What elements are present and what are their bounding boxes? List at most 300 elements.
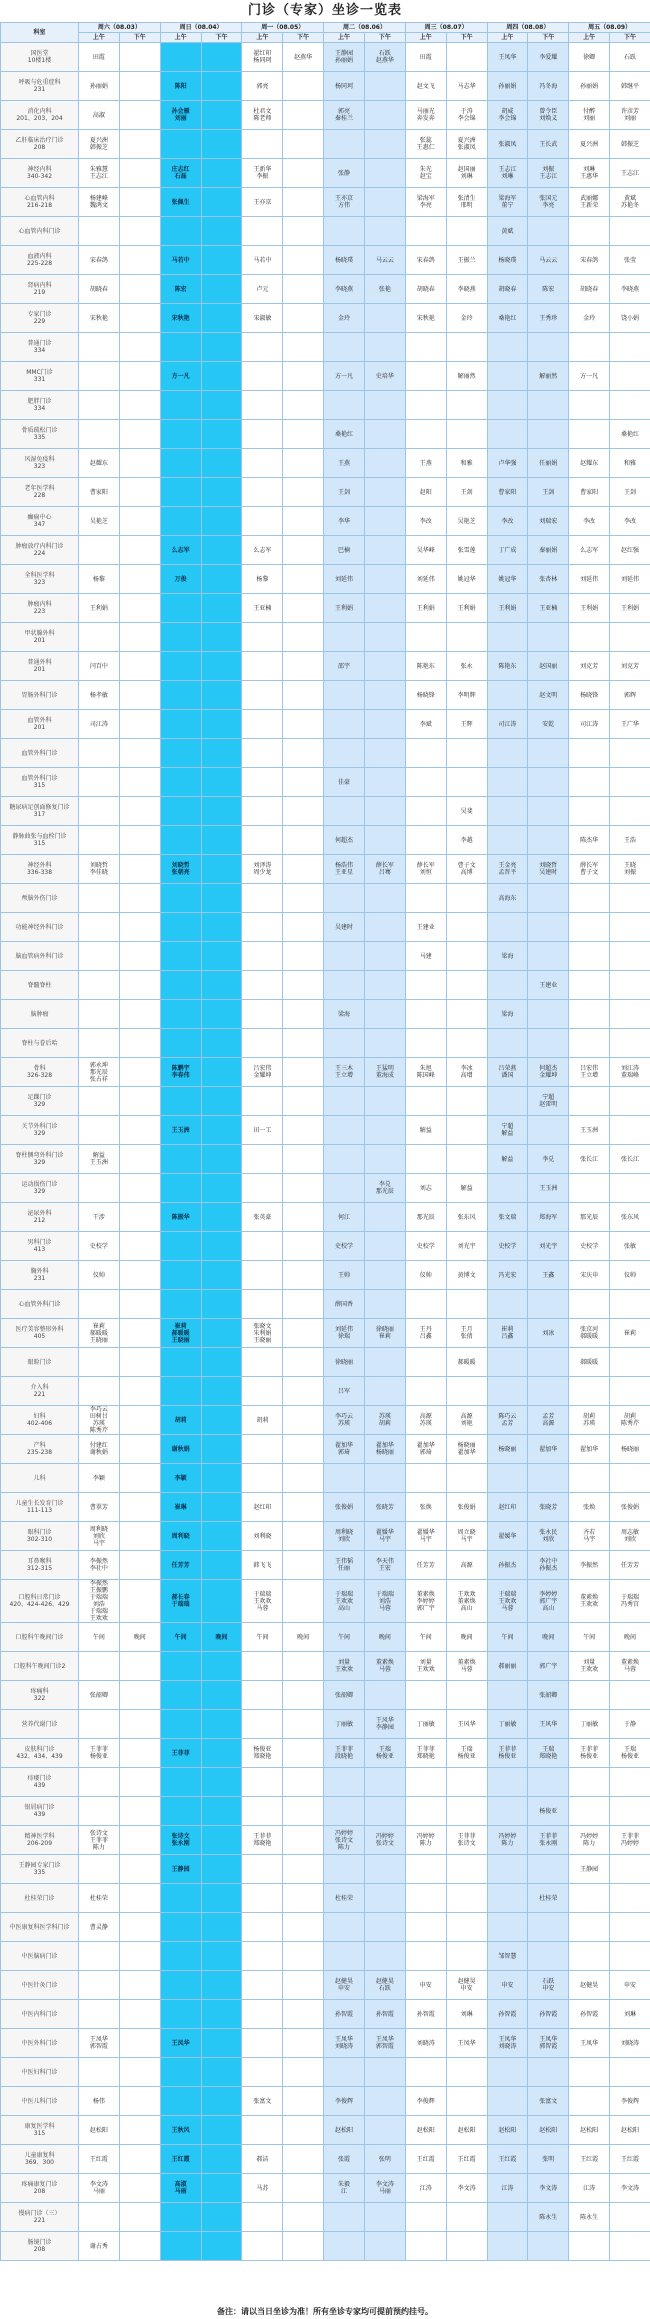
- doctor-cell: 司江涛: [569, 710, 610, 739]
- doctor-cell: [283, 971, 324, 1000]
- doctor-cell: [364, 681, 405, 710]
- doctor-cell: [242, 507, 283, 536]
- table-row: [1, 1522, 650, 1551]
- doctor-cell: 刘延伟: [610, 565, 650, 594]
- doctor-cell: 高源 刘艳: [446, 1406, 487, 1435]
- doctor-cell: 仪帅: [610, 1261, 650, 1290]
- doctor-cell: 张俊娟: [610, 1493, 650, 1522]
- doctor-cell: 梁海: [324, 1000, 365, 1029]
- doctor-cell: [119, 652, 160, 681]
- doctor-cell: [242, 1377, 283, 1406]
- doctor-cell: 刘泽涛 周少龙: [242, 855, 283, 884]
- doctor-cell: [201, 1884, 242, 1913]
- dept-cell: 血管外科门诊: [1, 739, 79, 768]
- doctor-cell: [79, 1116, 120, 1145]
- doctor-cell: [242, 2116, 283, 2145]
- doctor-cell: [283, 72, 324, 101]
- doctor-cell: 王剑: [610, 478, 650, 507]
- doctor-cell: 张诗文 张永刚: [160, 1826, 201, 1855]
- doctor-cell: 王菲菲 杨俊亚: [487, 1739, 528, 1768]
- doctor-cell: [119, 1942, 160, 1971]
- doctor-cell: 陈杰华: [569, 826, 610, 855]
- doctor-cell: [201, 130, 242, 159]
- table-row: [1, 101, 650, 130]
- doctor-cell: [364, 1913, 405, 1942]
- doctor-cell: [487, 1174, 528, 1203]
- doctor-cell: [610, 623, 650, 652]
- doctor-cell: [201, 971, 242, 1000]
- doctor-cell: 李越: [446, 826, 487, 855]
- doctor-cell: 周利晓 刘欣: [324, 1522, 365, 1551]
- doctor-cell: 胡晓春: [487, 275, 528, 304]
- dept-cell: 血液内科 225-228: [1, 246, 79, 275]
- doctor-cell: [119, 1377, 160, 1406]
- doctor-cell: [201, 1087, 242, 1116]
- doctor-cell: 张晓文 朱利娟 王晓丽: [242, 1319, 283, 1348]
- doctor-cell: [119, 797, 160, 826]
- doctor-cell: [201, 1348, 242, 1377]
- doctor-cell: 午间: [405, 1623, 446, 1652]
- day-header: 周日（08.04）: [160, 23, 242, 33]
- doctor-cell: 薛长军 刘恒: [405, 855, 446, 884]
- doctor-cell: [119, 1203, 160, 1232]
- doctor-cell: [528, 1913, 569, 1942]
- doctor-cell: [79, 623, 120, 652]
- table-row: [1, 449, 650, 478]
- doctor-cell: 佳豪: [324, 768, 365, 797]
- doctor-cell: 赵阳: [405, 478, 446, 507]
- doctor-cell: 任芳芳: [405, 1551, 446, 1580]
- doctor-cell: [160, 1942, 201, 1971]
- doctor-cell: 张韶卿: [528, 1681, 569, 1710]
- doctor-cell: [487, 1348, 528, 1377]
- doctor-cell: 胡威 李会锦: [487, 101, 528, 130]
- doctor-cell: 薛长军 曹子文: [569, 855, 610, 884]
- doctor-cell: [242, 1029, 283, 1058]
- dept-cell: 血管外科门诊 315: [1, 768, 79, 797]
- doctor-cell: [569, 623, 610, 652]
- doctor-cell: [283, 1348, 324, 1377]
- doctor-cell: [119, 2087, 160, 2116]
- doctor-cell: 那光辰: [569, 1203, 610, 1232]
- day-header: 周三（08.07）: [405, 23, 487, 33]
- doctor-cell: 胡莉 陈秀芹: [610, 1406, 650, 1435]
- doctor-cell: [160, 449, 201, 478]
- doctor-cell: 王菲菲 郑晓艳: [242, 1826, 283, 1855]
- doctor-cell: 王亦京: [242, 188, 283, 217]
- doctor-cell: [119, 1174, 160, 1203]
- doctor-cell: [201, 507, 242, 536]
- doctor-cell: [569, 768, 610, 797]
- table-row: [1, 1710, 650, 1739]
- doctor-cell: 杨晓丽 翟加华: [446, 1435, 487, 1464]
- doctor-cell: [324, 130, 365, 159]
- table-body: [1, 43, 650, 2261]
- doctor-cell: [242, 420, 283, 449]
- doctor-cell: [201, 942, 242, 971]
- doctor-cell: [405, 826, 446, 855]
- doctor-cell: 刘利晓: [242, 1522, 283, 1551]
- doctor-cell: 何超杰 金耀坤: [528, 1058, 569, 1087]
- doctor-cell: 宋秋艳: [79, 304, 120, 333]
- doctor-cell: 午间: [569, 1623, 610, 1652]
- table-row: [1, 1884, 650, 1913]
- doctor-cell: [119, 1290, 160, 1319]
- doctor-cell: [201, 1739, 242, 1768]
- doctor-cell: [201, 43, 242, 72]
- doctor-cell: 张明: [528, 2145, 569, 2174]
- doctor-cell: [119, 739, 160, 768]
- table-row: [1, 1826, 650, 1855]
- doctor-cell: 王利娟: [324, 594, 365, 623]
- doctor-cell: 王新华 李振: [242, 159, 283, 188]
- dept-cell: MMC门诊 331: [1, 362, 79, 391]
- dept-cell: 中医妇科门诊: [1, 2058, 79, 2087]
- doctor-cell: [610, 1000, 650, 1029]
- doctor-cell: 冯婷婷 陈力: [569, 1826, 610, 1855]
- dept-cell: 慢病门诊（三） 221: [1, 2203, 79, 2232]
- doctor-cell: [283, 565, 324, 594]
- doctor-cell: [610, 2058, 650, 2087]
- doctor-cell: [283, 1652, 324, 1681]
- doctor-cell: [487, 420, 528, 449]
- doctor-cell: [119, 826, 160, 855]
- doctor-cell: 么志军: [160, 536, 201, 565]
- doctor-cell: 王利娟: [569, 594, 610, 623]
- doctor-cell: 马云云: [528, 246, 569, 275]
- doctor-cell: [528, 623, 569, 652]
- dept-cell: 儿科: [1, 1464, 79, 1493]
- dept-cell: 心血管外科门诊: [1, 1290, 79, 1319]
- doctor-cell: 丁丽敏: [324, 1710, 365, 1739]
- doctor-cell: 崔莉 郝暖暖 王晓丽: [79, 1319, 120, 1348]
- doctor-cell: [446, 739, 487, 768]
- doctor-cell: [446, 420, 487, 449]
- doctor-cell: 秦丽娟: [528, 536, 569, 565]
- doctor-cell: [119, 1029, 160, 1058]
- doctor-cell: [446, 2203, 487, 2232]
- doctor-cell: [324, 1116, 365, 1145]
- doctor-cell: [201, 536, 242, 565]
- dept-cell: 神经外科 336-338: [1, 855, 79, 884]
- doctor-cell: 杨孝敏: [79, 681, 120, 710]
- doctor-cell: [364, 826, 405, 855]
- doctor-cell: [364, 2087, 405, 2116]
- dept-cell: 介入科 221: [1, 1377, 79, 1406]
- day-header: 周一（08.05）: [242, 23, 324, 33]
- doctor-cell: [283, 391, 324, 420]
- doctor-cell: [160, 1710, 201, 1739]
- doctor-cell: 周志敏 刘欣: [610, 1522, 650, 1551]
- doctor-cell: [487, 2087, 528, 2116]
- doctor-cell: 刘琳: [446, 2000, 487, 2029]
- header-slots-row: [1, 33, 650, 43]
- doctor-cell: [446, 1000, 487, 1029]
- doctor-cell: 王广华: [610, 710, 650, 739]
- doctor-cell: 韩振芝: [610, 130, 650, 159]
- doctor-cell: [283, 159, 324, 188]
- doctor-cell: [405, 797, 446, 826]
- doctor-cell: 刘志: [405, 1174, 446, 1203]
- table-row: [1, 913, 650, 942]
- doctor-cell: [283, 1522, 324, 1551]
- table-row: [1, 1290, 650, 1319]
- doctor-cell: [201, 1797, 242, 1826]
- doctor-cell: [242, 2232, 283, 2261]
- doctor-cell: [324, 942, 365, 971]
- doctor-cell: [119, 1739, 160, 1768]
- doctor-cell: 刘琳 王惠华: [569, 159, 610, 188]
- doctor-cell: [119, 2000, 160, 2029]
- dept-cell: 肥胖门诊 334: [1, 391, 79, 420]
- table-row: [1, 1174, 650, 1203]
- doctor-cell: [242, 884, 283, 913]
- table-row: [1, 1739, 650, 1768]
- doctor-cell: [201, 1203, 242, 1232]
- doctor-cell: 胡莉: [160, 1406, 201, 1435]
- doctor-cell: [364, 536, 405, 565]
- doctor-cell: 胡晓春: [405, 275, 446, 304]
- table-row: [1, 1971, 650, 2000]
- table-row: [1, 1652, 650, 1681]
- doctor-cell: [487, 913, 528, 942]
- doctor-cell: 刘克芳: [569, 652, 610, 681]
- table-row: [1, 1319, 650, 1348]
- doctor-cell: 杜君文 陈老师: [242, 101, 283, 130]
- doctor-cell: [324, 1797, 365, 1826]
- doctor-cell: 桑艳红: [487, 304, 528, 333]
- doctor-cell: [487, 826, 528, 855]
- doctor-cell: 马云云: [364, 246, 405, 275]
- doctor-cell: [160, 333, 201, 362]
- doctor-cell: [242, 942, 283, 971]
- doctor-cell: [160, 1087, 201, 1116]
- dept-cell: 营养代谢门诊: [1, 1710, 79, 1739]
- dept-cell: 疼痛科 322: [1, 1681, 79, 1710]
- doctor-cell: 吴艳芝: [79, 507, 120, 536]
- doctor-cell: [283, 826, 324, 855]
- doctor-cell: 宋秋艳: [405, 304, 446, 333]
- doctor-cell: 王凤华: [487, 43, 528, 72]
- doctor-cell: [446, 333, 487, 362]
- doctor-cell: 张文瑞: [487, 1203, 528, 1232]
- doctor-cell: 丁丽敏: [487, 1710, 528, 1739]
- doctor-cell: [119, 1493, 160, 1522]
- doctor-cell: [528, 942, 569, 971]
- doctor-cell: [201, 1768, 242, 1797]
- dept-cell: 老年医学科 228: [1, 478, 79, 507]
- doctor-cell: [283, 1029, 324, 1058]
- table-row: [1, 2029, 650, 2058]
- doctor-cell: 曾令臣 刘焕义: [528, 101, 569, 130]
- doctor-cell: [569, 2058, 610, 2087]
- doctor-cell: 张国元 李亮: [528, 188, 569, 217]
- doctor-cell: 司江涛: [487, 710, 528, 739]
- doctor-cell: [610, 1768, 650, 1797]
- doctor-cell: [283, 1739, 324, 1768]
- doctor-cell: 王瑞 杨俊亚: [364, 1739, 405, 1768]
- doctor-cell: 王凤华 郭智霞: [528, 2029, 569, 2058]
- doctor-cell: 高源 苏瑛: [405, 1406, 446, 1435]
- doctor-cell: [160, 884, 201, 913]
- doctor-cell: 王剑: [324, 478, 365, 507]
- footer-note: 备注：请以当日坐诊为准！所有坐诊专家均可提前预约挂号。: [0, 2305, 650, 2319]
- doctor-cell: 夏兴洲 韩振芝: [79, 130, 120, 159]
- doctor-cell: 赵国丽 刘琳: [446, 159, 487, 188]
- doctor-cell: [201, 2058, 242, 2087]
- doctor-cell: 夏兴洲: [569, 130, 610, 159]
- doctor-cell: [487, 1087, 528, 1116]
- doctor-cell: [569, 971, 610, 1000]
- doctor-cell: [79, 1797, 120, 1826]
- doctor-cell: [119, 2029, 160, 2058]
- doctor-cell: 李改: [487, 507, 528, 536]
- slot-pm-header: 下午: [610, 33, 650, 43]
- doctor-cell: 王菲菲 张永刚: [528, 1826, 569, 1855]
- doctor-cell: [283, 913, 324, 942]
- doctor-cell: 王菲菲: [160, 1739, 201, 1768]
- doctor-cell: 姚冠华: [446, 565, 487, 594]
- doctor-cell: 韩飞飞: [242, 1551, 283, 1580]
- doctor-cell: 王静园: [569, 1855, 610, 1884]
- doctor-cell: [119, 1971, 160, 2000]
- table-row: [1, 1261, 650, 1290]
- doctor-cell: 晚间: [446, 1623, 487, 1652]
- doctor-cell: [446, 971, 487, 1000]
- doctor-cell: 王菲菲 段晓艳: [324, 1739, 365, 1768]
- dept-cell: 足踝门诊 329: [1, 1087, 79, 1116]
- doctor-cell: [160, 2203, 201, 2232]
- doctor-cell: [201, 159, 242, 188]
- doctor-cell: 李明辉: [446, 681, 487, 710]
- doctor-cell: 刘量 王欢欢: [324, 1652, 365, 1681]
- doctor-cell: [79, 884, 120, 913]
- table-row: [1, 1406, 650, 1435]
- doctor-cell: [405, 1797, 446, 1826]
- doctor-cell: [79, 1174, 120, 1203]
- doctor-cell: 王浩: [610, 826, 650, 855]
- doctor-cell: [119, 1406, 160, 1435]
- doctor-cell: [79, 1768, 120, 1797]
- doctor-cell: [405, 217, 446, 246]
- doctor-cell: [569, 1797, 610, 1826]
- doctor-cell: [160, 681, 201, 710]
- doctor-cell: 史校学: [324, 1232, 365, 1261]
- table-row: [1, 43, 650, 72]
- doctor-cell: [364, 1681, 405, 1710]
- doctor-cell: [119, 217, 160, 246]
- table-row: [1, 2203, 650, 2232]
- doctor-cell: [283, 1913, 324, 1942]
- doctor-cell: [528, 1029, 569, 1058]
- doctor-cell: [610, 1348, 650, 1377]
- doctor-cell: 刘延伟: [324, 565, 365, 594]
- dept-cell: 口腔科午晚间门诊2: [1, 1652, 79, 1681]
- doctor-cell: [242, 1797, 283, 1826]
- doctor-cell: 金玲: [446, 304, 487, 333]
- doctor-cell: 张京河 郝暖暖: [569, 1319, 610, 1348]
- doctor-cell: 董素焕 马蓉: [446, 1652, 487, 1681]
- doctor-cell: 张蕊 王惠仁: [405, 130, 446, 159]
- doctor-cell: [487, 1884, 528, 1913]
- doctor-cell: 李颖: [79, 1464, 120, 1493]
- doctor-cell: 李社中 孙振杰: [528, 1551, 569, 1580]
- doctor-cell: [283, 1203, 324, 1232]
- doctor-cell: [364, 101, 405, 130]
- doctor-cell: 晚间: [610, 1623, 650, 1652]
- doctor-cell: 谢占秀: [79, 2232, 120, 2261]
- dept-cell: 儿童生长发育门诊 111-113: [1, 1493, 79, 1522]
- doctor-cell: 王凤华 刘晓涛: [487, 2029, 528, 2058]
- doctor-cell: 王长武: [528, 130, 569, 159]
- doctor-cell: [242, 217, 283, 246]
- doctor-cell: 徐卿: [569, 43, 610, 72]
- doctor-cell: [160, 1348, 201, 1377]
- doctor-cell: 宁超 赵雷明: [528, 1087, 569, 1116]
- doctor-cell: 任丽娟: [528, 449, 569, 478]
- doctor-cell: [283, 188, 324, 217]
- doctor-cell: [242, 1174, 283, 1203]
- doctor-cell: [283, 130, 324, 159]
- doctor-cell: 高淑 马丽: [160, 2174, 201, 2203]
- doctor-cell: [119, 768, 160, 797]
- table-row: [1, 1551, 650, 1580]
- doctor-cell: 江涛: [569, 2174, 610, 2203]
- table-row: [1, 2232, 650, 2261]
- doctor-cell: [364, 1261, 405, 1290]
- doctor-cell: [201, 1145, 242, 1174]
- doctor-cell: 李巧云 田树甘 苏瑛 陈秀芹: [79, 1406, 120, 1435]
- doctor-cell: 王亚楠: [242, 594, 283, 623]
- doctor-cell: [119, 188, 160, 217]
- doctor-cell: 翟媛华 马宇: [405, 1522, 446, 1551]
- doctor-cell: [405, 1348, 446, 1377]
- doctor-cell: 田霞: [79, 43, 120, 72]
- doctor-cell: [79, 2000, 120, 2029]
- doctor-cell: [324, 1768, 365, 1797]
- doctor-cell: 于涛 李会锦: [446, 101, 487, 130]
- doctor-cell: 卢华强: [487, 449, 528, 478]
- doctor-cell: 杨浩伟 王亚星: [324, 855, 365, 884]
- doctor-cell: [119, 1464, 160, 1493]
- doctor-cell: 赵红印: [487, 1493, 528, 1522]
- doctor-cell: [119, 2145, 160, 2174]
- doctor-cell: 王风华: [528, 1710, 569, 1739]
- doctor-cell: [364, 884, 405, 913]
- doctor-cell: [119, 1797, 160, 1826]
- doctor-cell: [283, 652, 324, 681]
- doctor-cell: 石跃 申安: [528, 1971, 569, 2000]
- table-row: [1, 333, 650, 362]
- dept-cell: 中医针灸门诊: [1, 1971, 79, 2000]
- doctor-cell: 王凤华 郭智霞: [364, 2029, 405, 2058]
- doctor-cell: 刘冰: [528, 1319, 569, 1348]
- doctor-cell: [242, 1884, 283, 1913]
- doctor-cell: [119, 1710, 160, 1739]
- doctor-cell: [283, 1406, 324, 1435]
- doctor-cell: [242, 1232, 283, 1261]
- dept-cell: 脑肿瘤: [1, 1000, 79, 1029]
- doctor-cell: 陈宏: [528, 275, 569, 304]
- doctor-cell: 赵健昊 申安: [324, 1971, 365, 2000]
- doctor-cell: 刘振 王志江: [528, 159, 569, 188]
- doctor-cell: [364, 130, 405, 159]
- doctor-cell: [283, 1681, 324, 1710]
- doctor-cell: [528, 768, 569, 797]
- doctor-cell: [405, 884, 446, 913]
- doctor-cell: [201, 391, 242, 420]
- doctor-cell: [119, 1087, 160, 1116]
